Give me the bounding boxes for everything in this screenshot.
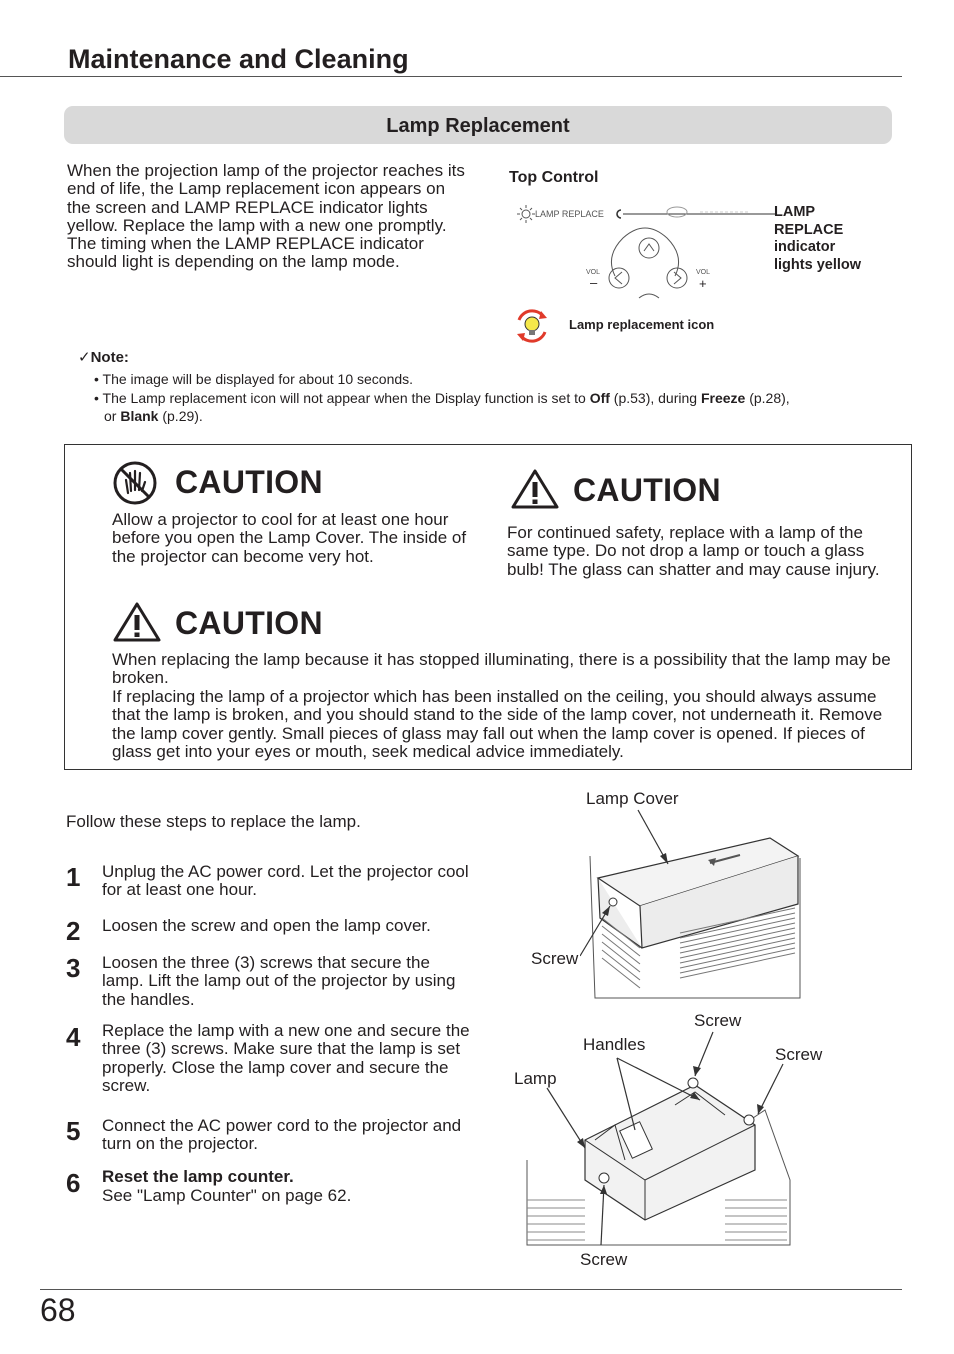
- step-3-text: Loosen the three (3) screws that secure the lamp. Lift the lamp out of the projector by using the handles.: [102, 953, 456, 1009]
- label-handles: Handles: [583, 1035, 646, 1054]
- callout-line-2: REPLACE: [774, 221, 844, 238]
- step-6-text: See "Lamp Counter" on page 62.: [102, 1186, 352, 1205]
- step-number: 6: [66, 1168, 81, 1198]
- page-title: Maintenance and Cleaning: [68, 44, 409, 74]
- label-lamp-cover: Lamp Cover: [586, 789, 679, 808]
- caution-1-text: Allow a projector to cool for at least one hour before you open the Lamp Cover. The inside of the projector can become very hot.: [112, 510, 467, 566]
- step-2-text: Loosen the screw and open the lamp cover.: [102, 916, 431, 935]
- page-number: 68: [40, 1292, 76, 1328]
- steps-intro: Follow these steps to replace the lamp.: [66, 812, 361, 831]
- caution-3-text-1: When replacing the lamp because it has stopped illuminating, there is a possibility that the lamp may be broken.: [112, 650, 891, 688]
- note-list: [94, 370, 904, 426]
- label-screw-b: Screw: [775, 1045, 823, 1064]
- lamp-cover-illustration: [580, 808, 805, 1003]
- intro-paragraph: When the projection lamp of the projector reaches its end of life, the Lamp replacement icon appears on the screen and LAMP REPLACE indicator lights yellow. Replace the lamp with a new one promptly. The timing when the LAMP REPLACE indicator should light is depending on the lamp mode.: [67, 161, 465, 272]
- note-text: • The Lamp replacement icon will not appear when the Display function is set to: [94, 389, 590, 406]
- step-number: 5: [66, 1116, 81, 1146]
- warning-triangle-icon: [510, 468, 560, 510]
- vol-left-label: VOL: [586, 269, 601, 276]
- step-4-text: Replace the lamp with a new one and secure the three (3) screws. Make sure that the lamp is set properly. Close the lamp cover and secure the screw.: [102, 1021, 470, 1095]
- lamp-replace-label: LAMP REPLACE: [535, 209, 604, 219]
- callout-line-3: indicator: [774, 239, 836, 255]
- note-heading: [78, 348, 129, 366]
- note-bold-blank: Blank: [120, 408, 159, 424]
- lamp-illustration: [525, 1030, 830, 1248]
- note-text: (p.29).: [158, 408, 203, 424]
- indicator-callout: [774, 204, 861, 274]
- caution-3-title: CAUTION: [175, 605, 323, 641]
- step-5-text: Connect the AC power cord to the projector and turn on the projector.: [102, 1116, 462, 1154]
- lamp-replacement-icon: [513, 308, 551, 344]
- step-number: 4: [66, 1022, 81, 1052]
- note-bold-off: Off: [589, 389, 610, 406]
- step-number: 2: [66, 916, 81, 946]
- note-bold-freeze: Freeze: [700, 389, 746, 406]
- vol-plus: +: [699, 276, 707, 291]
- caution-2-title: CAUTION: [573, 472, 721, 508]
- note-title: Note:: [90, 349, 129, 366]
- section-title: Lamp Replacement: [386, 115, 570, 137]
- vol-minus: –: [590, 275, 598, 290]
- label-screw-a: Screw: [694, 1011, 742, 1030]
- vol-right-label: VOL: [696, 269, 711, 276]
- note-text: (p.28),: [745, 389, 790, 406]
- note-item-2: [94, 389, 904, 408]
- note-item-2-cont: [94, 407, 904, 426]
- label-screw-cover: Screw: [531, 949, 579, 968]
- caution-3-text-2: If replacing the lamp of a projector which has been installed on the ceiling, you should always assume that the lamp is broken, and you should stand to the side of the lamp cover, not underneath it. Remove the lamp cover gently. Small pieces of glass may fall out when the lamp cover is opened. If pieces of glass get into your eyes or mouth, seek medical advice immediately.: [112, 687, 883, 761]
- label-screw-bottom: Screw: [580, 1250, 628, 1269]
- sun-icon: [517, 205, 535, 223]
- callout-line-4: lights yellow: [774, 256, 862, 273]
- lamp-icon-caption: Lamp replacement icon: [569, 317, 715, 332]
- footer-rule: [40, 1289, 902, 1290]
- step-1-text: Unplug the AC power cord. Let the projector cool for at least one hour.: [102, 862, 469, 900]
- callout-line-1: LAMP: [774, 204, 816, 220]
- caution-2-text: For continued safety, replace with a lamp of the same type. Do not drop a lamp or touch a glass bulb! The glass can shatter and may cause injury.: [507, 523, 880, 579]
- no-touch-icon: [112, 460, 158, 506]
- note-text: or: [104, 408, 121, 424]
- top-control-title: Top Control: [509, 169, 599, 186]
- note-item-1: • The image will be displayed for about 10 seconds.: [94, 371, 414, 387]
- header-rule: [0, 76, 902, 77]
- label-lamp: Lamp: [514, 1069, 557, 1088]
- caution-1-title: CAUTION: [175, 464, 323, 500]
- step-6-title: Reset the lamp counter.: [102, 1167, 294, 1186]
- step-number: 3: [66, 953, 81, 983]
- step-number: 1: [66, 862, 81, 892]
- check-icon: ✓: [78, 349, 91, 366]
- warning-triangle-icon: [112, 601, 162, 643]
- section-header: [64, 106, 892, 144]
- note-text: (p.53), during: [609, 389, 701, 406]
